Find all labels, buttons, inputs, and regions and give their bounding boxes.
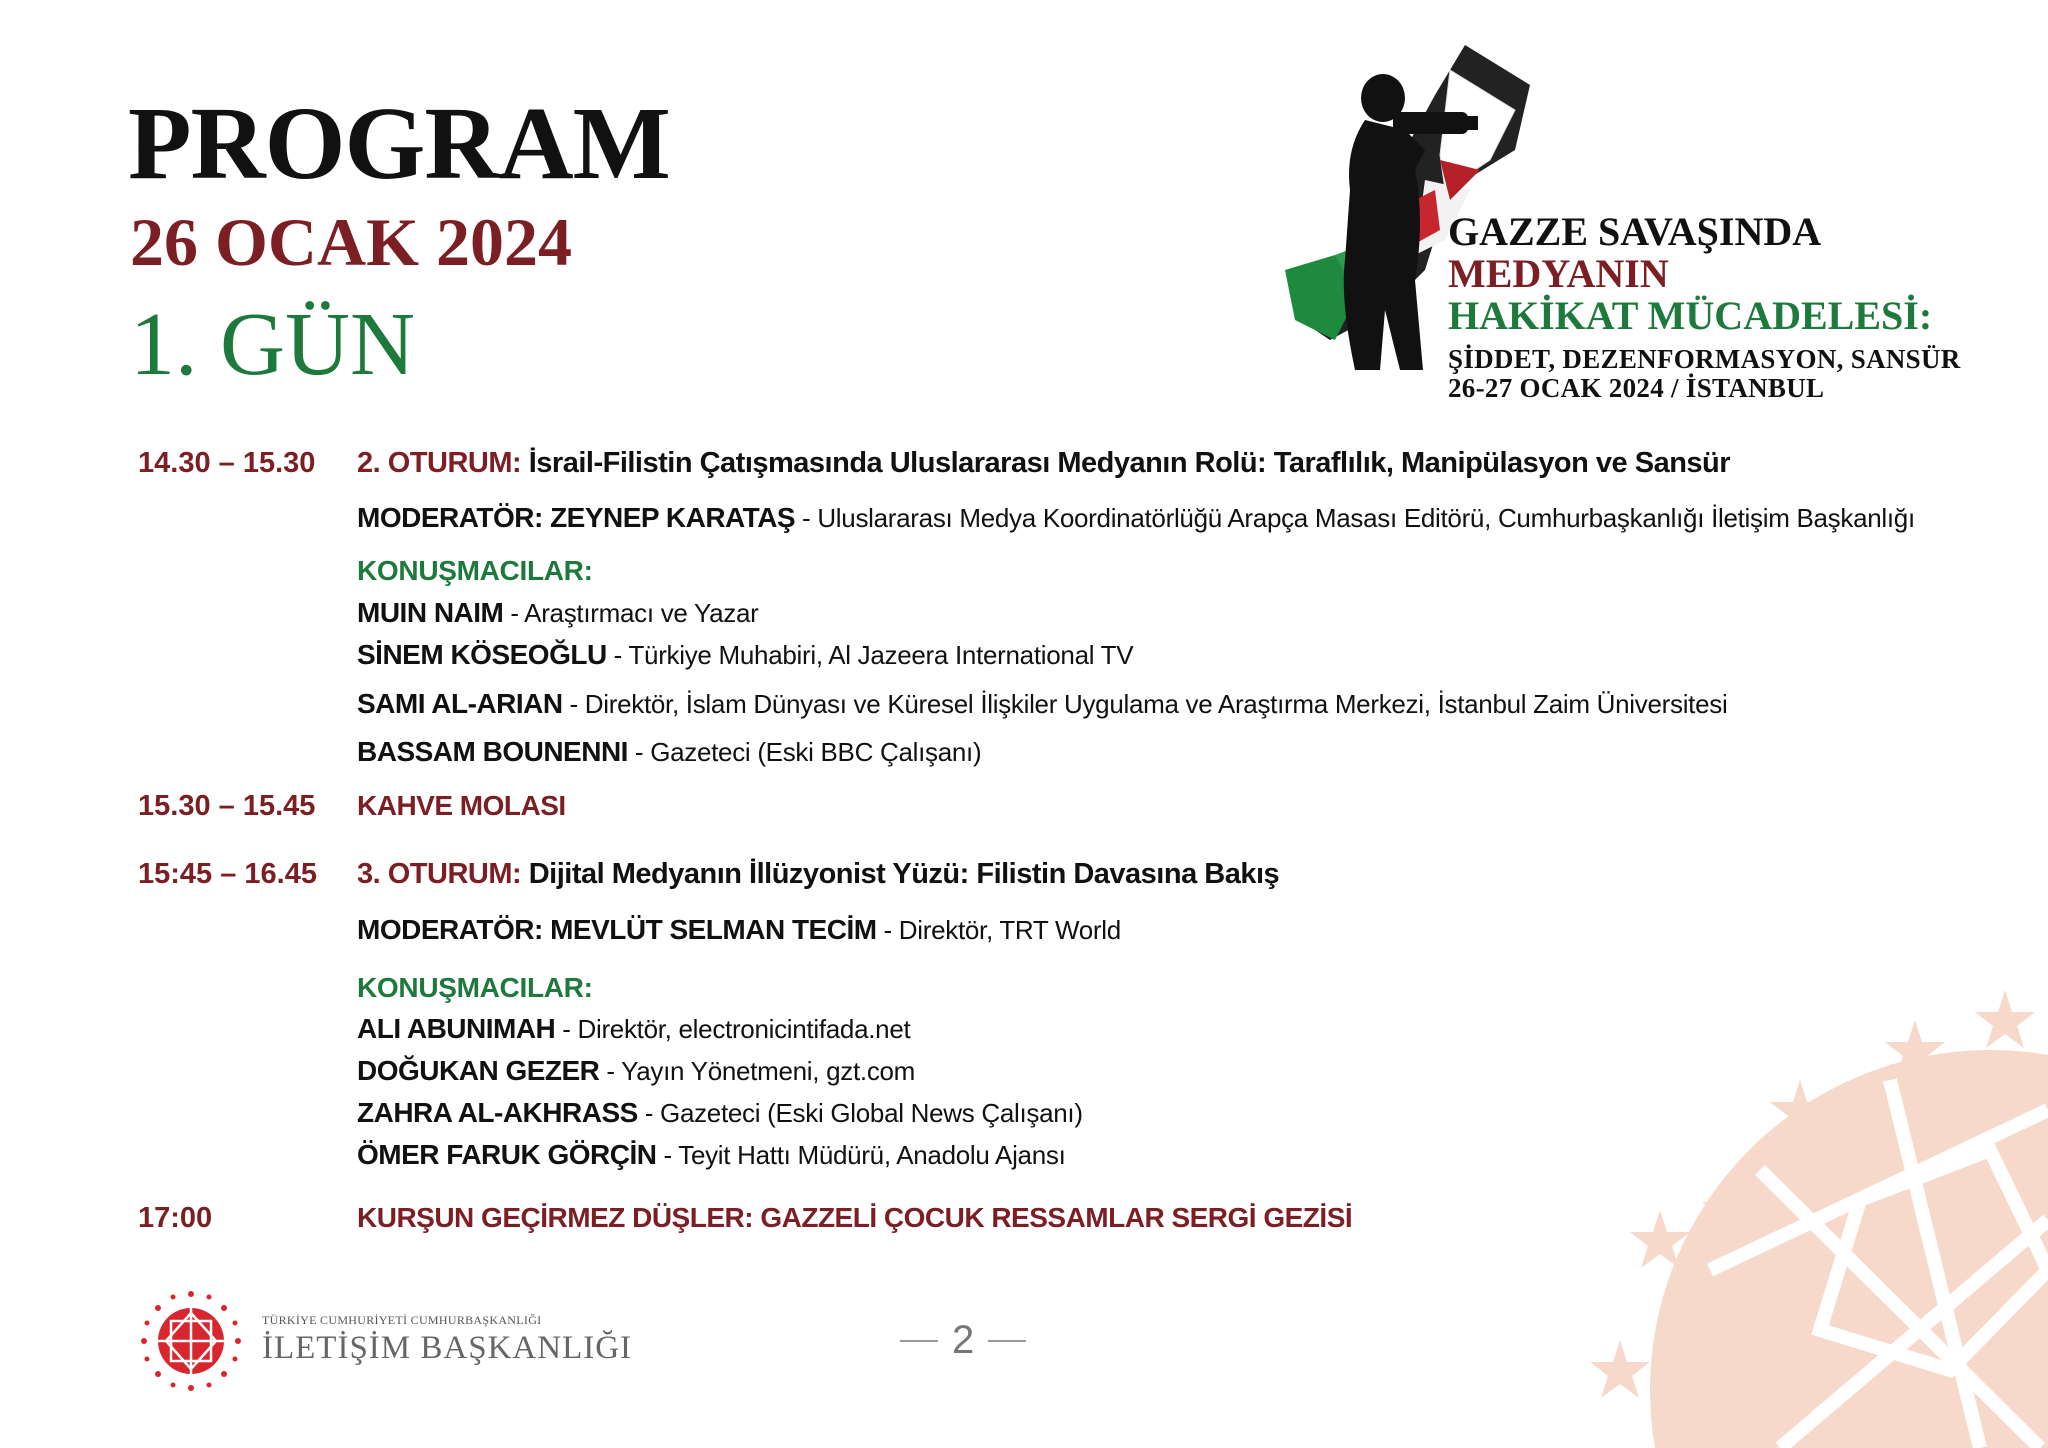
speaker-item	[357, 1055, 915, 1087]
session-2-speakers-heading: KONUŞMACILAR:	[357, 555, 593, 586]
session-3-time: 15:45 – 16.45	[138, 858, 317, 890]
org-name: İLETİŞİM BAŞKANLIĞI	[262, 1330, 633, 1366]
speaker-item	[357, 639, 1133, 671]
divider	[900, 1340, 938, 1342]
program-date: 26 OCAK 2024	[130, 204, 572, 280]
event-title	[1448, 209, 1961, 403]
speaker-role: - Direktör, İslam Dünyası ve Küresel İlişkiler Uygulama ve Araştırma Merkezi, İstanbul Zaim Üniversitesi	[569, 689, 1728, 719]
session-3-moderator	[357, 914, 1121, 946]
speaker-item	[357, 688, 1727, 720]
event-date-place: 26-27 OCAK 2024 / İSTANBUL	[1448, 373, 1825, 403]
speaker-role: - Araştırmacı ve Yazar	[510, 598, 759, 628]
speaker-role: - Gazeteci (Eski Global News Çalışanı)	[644, 1098, 1083, 1128]
decorative-emblem-icon	[1560, 970, 2048, 1448]
moderator-role: - Direktör, TRT World	[883, 915, 1121, 945]
speaker-item	[357, 1097, 1083, 1129]
break-title: KAHVE MOLASI	[357, 790, 566, 821]
star-emblem-icon	[138, 1288, 244, 1394]
session-3-speakers-heading: KONUŞMACILAR:	[357, 972, 593, 1003]
moderator-role: - Uluslararası Medya Koordinatörlüğü Arapça Masası Editörü, Cumhurbaşkanlığı İletişim Başkanlığı	[802, 503, 1915, 533]
speaker-item	[357, 736, 981, 768]
program-day: 1. GÜN	[130, 295, 415, 394]
moderator-name: MODERATÖR: ZEYNEP KARATAŞ	[357, 502, 796, 533]
page-number-value: 2	[952, 1318, 975, 1362]
page-number	[900, 1318, 1026, 1363]
page-title: PROGRAM	[128, 86, 670, 201]
speaker-role: - Teyit Hattı Müdürü, Anadolu Ajansı	[663, 1140, 1066, 1170]
event-title-line-1: GAZZE SAVAŞINDA	[1448, 209, 1822, 254]
speaker-role: - Direktör, electronicintifada.net	[562, 1014, 911, 1044]
speaker-item	[357, 1139, 1066, 1171]
divider	[988, 1340, 1026, 1342]
speaker-name: ÖMER FARUK GÖRÇİN	[357, 1139, 657, 1170]
speaker-name: MUIN NAIM	[357, 597, 504, 628]
session-3-title-row	[357, 858, 1279, 891]
org-subtitle: TÜRKİYE CUMHURİYETİ CUMHURBAŞKANLIĞI	[262, 1313, 542, 1327]
session-3-label: 3. OTURUM:	[357, 858, 522, 890]
session-2-time: 14.30 – 15.30	[138, 447, 316, 479]
closing-time: 17:00	[138, 1202, 213, 1234]
speaker-name: BASSAM BOUNENNI	[357, 736, 628, 767]
speaker-name: ZAHRA AL-AKHRASS	[357, 1097, 638, 1128]
speaker-role: - Türkiye Muhabiri, Al Jazeera International TV	[613, 640, 1134, 670]
speaker-role: - Yayın Yönetmeni, gzt.com	[606, 1056, 916, 1086]
speaker-name: ALI ABUNIMAH	[357, 1013, 556, 1044]
speaker-name: SAMI AL-ARIAN	[357, 688, 563, 719]
session-2-label: 2. OTURUM:	[357, 447, 522, 479]
event-subtitle: ŞİDDET, DEZENFORMASYON, SANSÜR	[1448, 344, 1961, 374]
session-3-title: Dijital Medyanın İllüzyonist Yüzü: Filistin Davasına Bakış	[528, 858, 1280, 890]
speaker-item	[357, 1013, 910, 1045]
moderator-name: MODERATÖR: MEVLÜT SELMAN TECİM	[357, 914, 877, 945]
speaker-name: DOĞUKAN GEZER	[357, 1055, 600, 1086]
closing-title: KURŞUN GEÇİRMEZ DÜŞLER: GAZZELİ ÇOCUK RESSAMLAR SERGİ GEZİSİ	[357, 1202, 1353, 1233]
speaker-role: - Gazeteci (Eski BBC Çalışanı)	[634, 737, 982, 767]
event-title-line-2: MEDYANIN	[1448, 251, 1669, 296]
session-2-title: İsrail-Filistin Çatışmasında Uluslararası Medyanın Rolü: Taraflılık, Manipülasyon ve Sansür	[528, 447, 1731, 479]
break-time: 15.30 – 15.45	[138, 790, 316, 822]
session-2-title-row	[357, 447, 1730, 480]
event-title-line-3: HAKİKAT MÜCADELESİ:	[1448, 293, 1933, 338]
speaker-name: SİNEM KÖSEOĞLU	[357, 639, 607, 670]
session-2-moderator	[357, 502, 1915, 534]
speaker-item	[357, 597, 759, 629]
